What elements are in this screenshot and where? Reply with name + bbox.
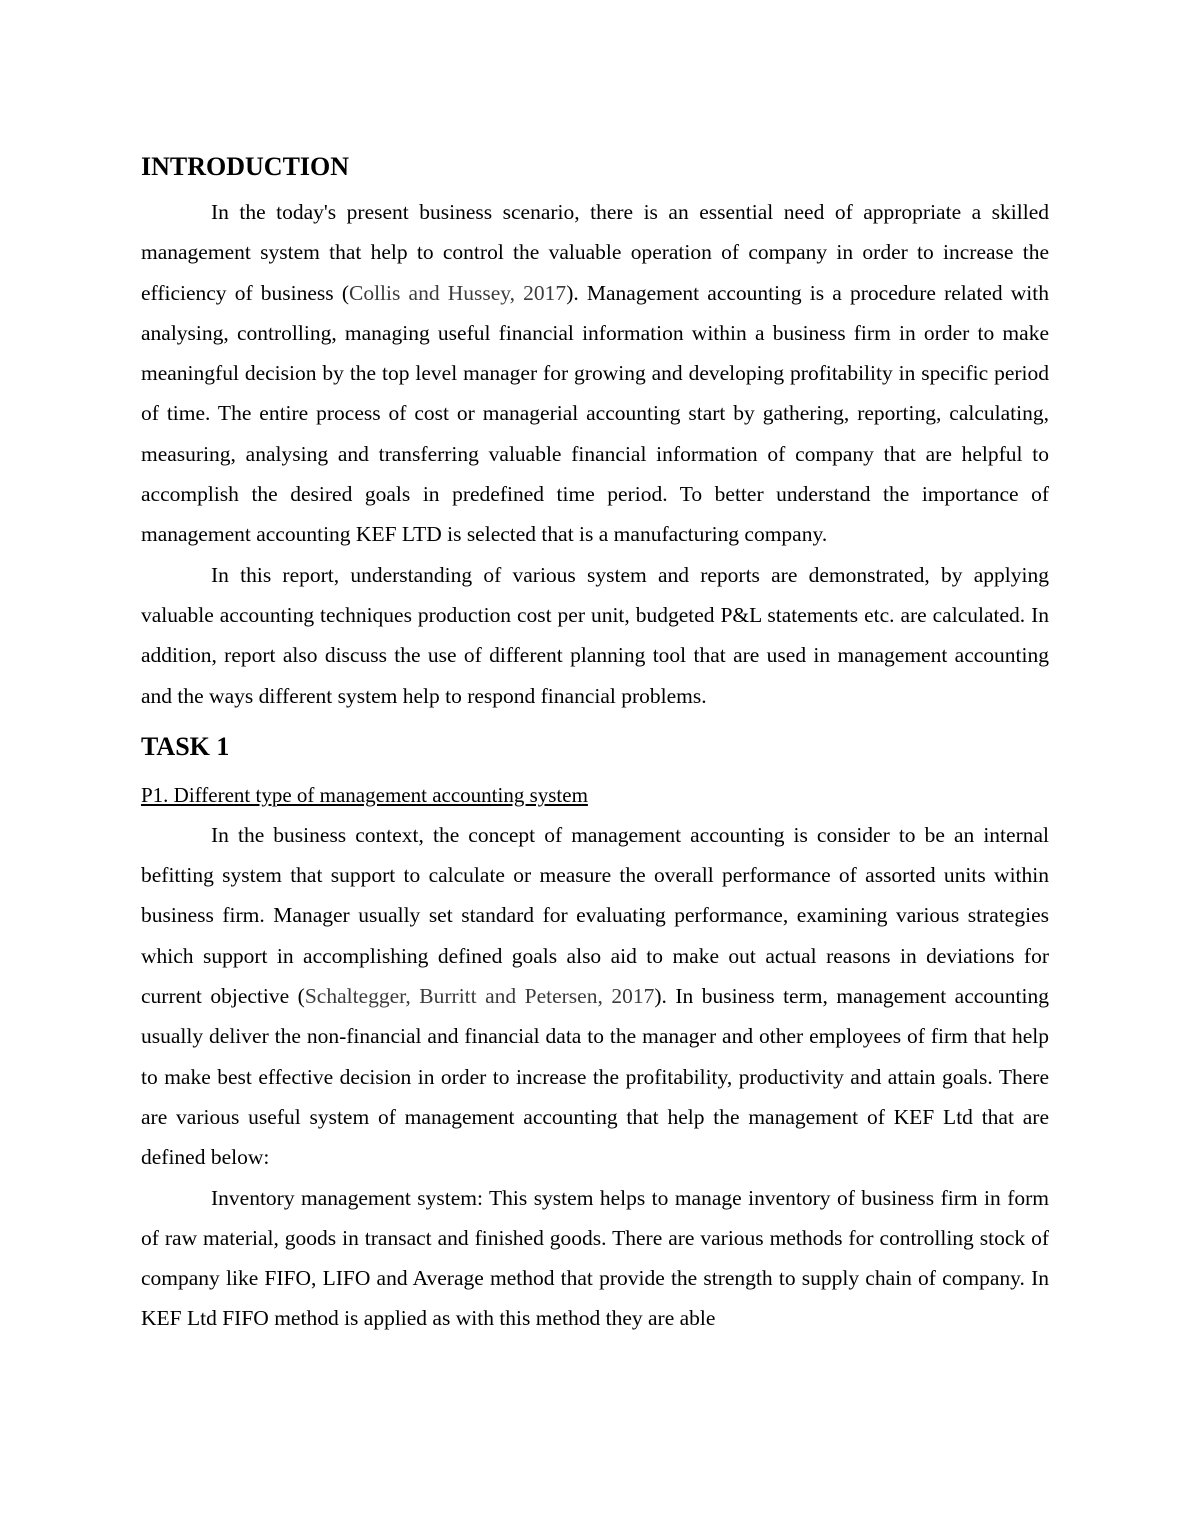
intro-paragraph-1-text-b: ). Management accounting is a procedure related with analysing, controlling, managing useful financial information within a business firm in order to make meaningful decision by the top level manager for growing and developing profitability in specific period of time. The entire process of cost or managerial accounting start by gathering, reporting, calculating, measuring, analysing and transferring valuable financial information of company that are helpful to accomplish the desired goals in predefined time period. To better understand the importance of management accounting KEF LTD is selected that is a manufacturing company. [141, 280, 1049, 547]
citation-collis-hussey: Collis and Hussey, 2017 [348, 280, 567, 305]
p1-subheading: P1. Different type of management accounting system [141, 782, 588, 807]
task1-paragraph-2: Inventory management system: This system helps to manage inventory of business firm in form of raw material, goods in transact and finished goods. There are various methods for controlling stock of company like FIFO, LIFO and Average method that provide the strength to supply chain of company. In KEF Ltd FIFO method is applied as with this method they are able [141, 1185, 1049, 1331]
intro-paragraph-1 [141, 192, 1049, 555]
document-page [141, 148, 1049, 1339]
intro-paragraph-2: In this report, understanding of various system and reports are demonstrated, by applying valuable accounting techniques production cost per unit, budgeted P&L statements etc. are calculated. In addition, report also discuss the use of different planning tool that are used in management accounting and the ways different system help to respond financial problems. [141, 562, 1049, 708]
citation-schaltegger: Schaltegger, Burritt and Petersen, 2017 [304, 984, 655, 1009]
task1-paragraph-1 [141, 815, 1049, 1178]
task1-paragraph-1-text-b: ). In business term, management accounting usually deliver the non-financial and financial data to the manager and other employees of firm that help to make best effective decision in order to increase the profitability, productivity and attain goals. There are various useful system of management accounting that help the management of KEF Ltd that are defined below: [141, 984, 1049, 1170]
intro-paragraph-1-text-a: In the today's present business scenario, there is an essential need of appropriate a skilled management system that help to control the valuable operation of company in order to increase the efficiency of business ( [141, 200, 1049, 305]
task1-paragraph-1-text-a: In the business context, the concept of management accounting is consider to be an internal befitting system that support to calculate or measure the overall performance of assorted units within business firm. Manager usually set standard for evaluating performance, examining various strategies which support in accomplishing defined goals also aid to make out actual reasons in deviations for current objective ( [141, 822, 1049, 1009]
introduction-heading: INTRODUCTION [141, 152, 350, 181]
task1-heading: TASK 1 [141, 731, 230, 761]
